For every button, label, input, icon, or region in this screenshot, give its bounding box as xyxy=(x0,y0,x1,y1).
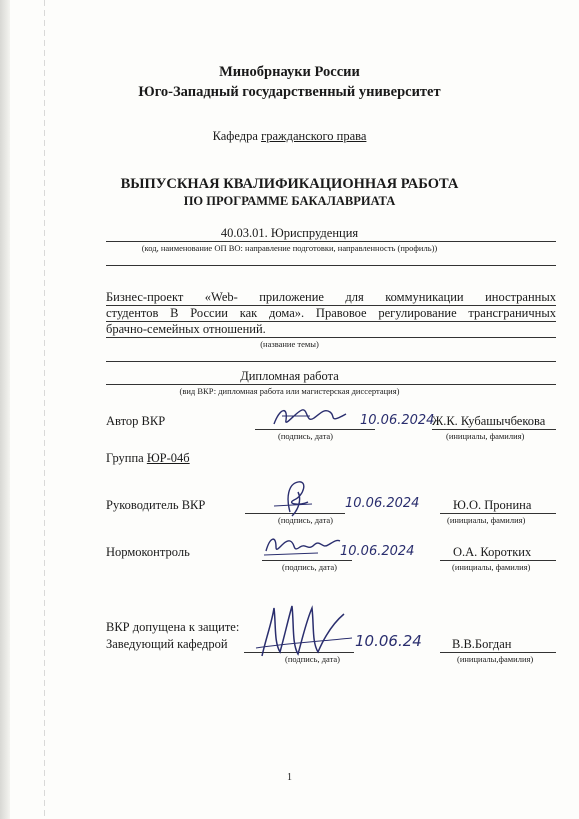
supervisor-name-caption: (инициалы, фамилия) xyxy=(447,515,526,525)
admission-date: 10.06.24 xyxy=(355,632,422,650)
topic-line3: брачно-семейных отношений. xyxy=(106,322,266,336)
normcontrol-date: 10.06.2024 xyxy=(340,544,415,559)
topic-caption: (название темы) xyxy=(260,339,319,349)
department-line xyxy=(0,129,579,144)
supervisor-signature xyxy=(268,478,328,518)
group-value: ЮР-04б xyxy=(146,451,190,465)
blank-rule-2 xyxy=(106,361,556,362)
work-type-underline xyxy=(106,384,556,385)
author-signature xyxy=(270,402,350,432)
supervisor-date: 10.06.2024 xyxy=(345,496,420,511)
work-title-line1: ВЫПУСКНАЯ КВАЛИФИКАЦИОННАЯ РАБОТА xyxy=(120,176,459,192)
normcontrol-name-caption: (инициалы, фамилия) xyxy=(452,562,531,572)
admission-label-line2: Заведующий кафедрой xyxy=(106,637,228,651)
author-name-caption: (инициалы, фамилия) xyxy=(446,431,525,441)
supervisor-name-line xyxy=(440,513,556,514)
topic-rule-3 xyxy=(106,337,556,338)
author-label: Автор ВКР xyxy=(106,414,166,428)
ministry-title: Минобрнауки России xyxy=(219,64,360,80)
work-title-line2: ПО ПРОГРАММЕ БАКАЛАВРИАТА xyxy=(183,194,396,208)
topic-line1: Бизнес-проект «Web- приложение для коммуникации иностранных xyxy=(106,290,556,304)
author-name-line xyxy=(432,429,556,430)
department-name: гражданского права xyxy=(261,129,367,143)
normcontrol-label: Нормоконтроль xyxy=(106,545,190,559)
supervisor-label: Руководитель ВКР xyxy=(106,498,206,512)
normcontrol-sig-caption: (подпись, дата) xyxy=(282,562,338,572)
author-sig-caption: (подпись, дата) xyxy=(278,431,334,441)
group-label: Группа xyxy=(106,451,147,465)
topic-line2: студентов В России как дома». Правовое регулирование трансграничных xyxy=(106,306,556,320)
author-date: 10.06.2024 xyxy=(360,413,435,428)
author-name: Ж.К. Кубашычбекова xyxy=(432,414,546,428)
admission-name: В.В.Богдан xyxy=(452,637,512,651)
university-title: Юго-Западный государственный университет xyxy=(138,84,441,100)
admission-label-line1: ВКР допущена к защите: xyxy=(106,620,240,634)
work-type-value: Дипломная работа xyxy=(240,369,339,383)
program-caption: (код, наименование ОП ВО: направление подготовки, направленность (профиль)) xyxy=(141,243,438,253)
program-underline xyxy=(106,241,556,242)
page-edge-shadow xyxy=(0,0,10,819)
normcontrol-name-line xyxy=(440,560,556,561)
supervisor-name: Ю.О. Пронина xyxy=(453,498,532,512)
blank-rule-1 xyxy=(106,265,556,266)
admission-sig-caption: (подпись, дата) xyxy=(285,654,341,664)
group-line xyxy=(106,451,190,466)
admission-name-caption: (инициалы,фамилия) xyxy=(457,654,534,664)
work-type-caption: (вид ВКР: дипломная работа или магистерская диссертация) xyxy=(179,386,400,396)
admission-name-line xyxy=(440,652,556,653)
normcontrol-signature xyxy=(262,531,342,561)
department-prefix: Кафедра xyxy=(212,129,262,143)
program-code: 40.03.01. Юриспруденция xyxy=(220,226,359,240)
supervisor-sig-caption: (подпись, дата) xyxy=(278,515,334,525)
page-number: 1 xyxy=(287,772,292,783)
fold-line xyxy=(44,0,45,819)
normcontrol-name: О.А. Коротких xyxy=(453,545,532,559)
